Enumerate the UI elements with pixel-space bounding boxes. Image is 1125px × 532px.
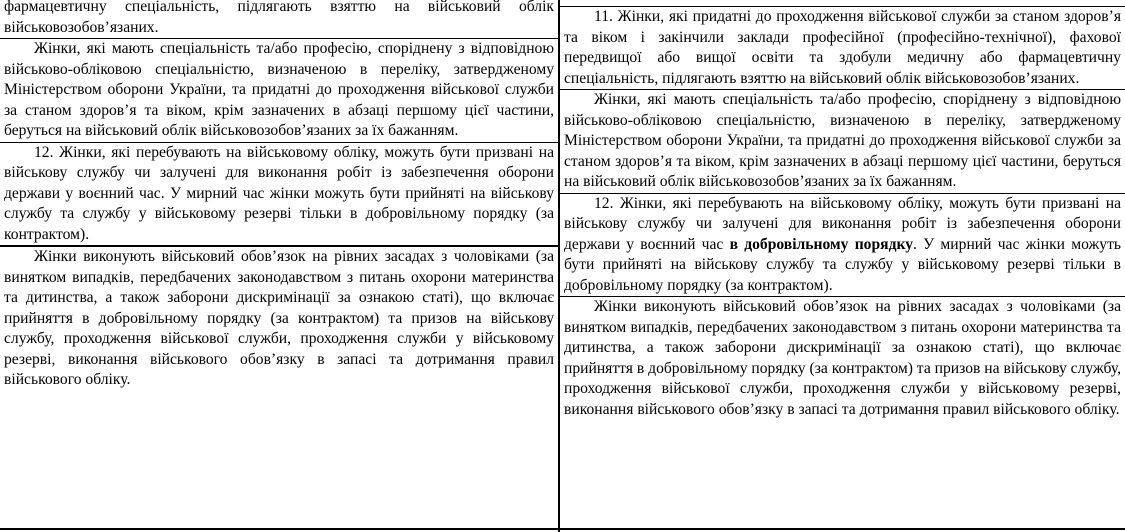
right-bottom-rule [560,528,1125,530]
right-paragraph-women-specialty: Жінки, які мають спеціальність та/або професію, споріднену з відповідною військово-обліковою спеціальністю, визначеною в переліку, затвердженому Міністерством оборони України, та придатні до проходження військової служби за станом здоров’я та віком, крім зазначених в абзаці першому цієї частини, беруться на військовий облік військовозобов’язаних за їх бажанням. [560,89,1125,193]
left-paragraph-women-specialty: Жінки, які мають спеціальність та/або професію, споріднену з відповідною військово-обліковою спеціальністю, визначеною в переліку, затвердженому Міністерством оборони України, та придатні до проходження військової служби за станом здоров’я та віком, крім зазначених в абзаці першому цієї частини, беруться на військовий облік військовозобов’язаних за їх бажанням. [0,38,558,142]
right-paragraph-11: 11. Жінки, які придатні до проходження військової служби за станом здоров’я та віком і закінчили заклади професійної (професійно-технічної), фахової передвищої або вищої освіти та здобули медичну або фармацевтичну спеціальність, підлягають взяттю на військовий облік військовозобов’язаних. [560,6,1125,89]
left-column-current-text [0,0,560,532]
left-paragraph-12: 12. Жінки, які перебувають на військовому обліку, можуть бути призвані на військову службу чи залучені для виконання робіт із забезпечення оборони держави у воєнний час. У мирний час жінки можуть бути прийняті на військову службу та службу у військовому резерві тільки в добровільному порядку (за контрактом). [0,142,558,246]
left-paragraph-fragment: фармацевтичну спеціальність, підлягають взяттю на військовий облік військовозобов’язаних. [4,0,554,36]
right-paragraph-12-text-after: . У мирний час жінки можуть бути прийняті на військову службу та службу у військовому резерві тільки в добровільному порядку (за контрактом). [564,235,1121,294]
right-paragraph-12 [560,193,1125,297]
left-bottom-rule [0,528,558,530]
left-paragraph-military-duty: Жінки виконують військовий обов’язок на рівних засадах з чоловіками (за винятком випадків, передбачених законодавством з питань охорони материнства та дитинства, а також заборони дискримінації за ознакою статі), що включає прийняття в добровільному порядку (за контрактом) та призов на військову службу, проходження військової служби, проходження служби у військовому резерві, виконання військового обов’язку в запасі та дотримання правил військового обліку. [0,245,558,391]
right-paragraph-12-bold-insert: в добровільному порядку [729,235,914,253]
right-column-proposed-text [560,0,1125,532]
right-paragraph-12-text-before: 12. Жінки, які перебувають на військовому обліку, можуть бути призвані на військову службу чи залучені для виконання робіт із забезпечення оборони держави у воєнний час [564,194,1121,253]
right-paragraph-military-duty: Жінки виконують військовий обов’язок на рівних засадах з чоловіками (за винятком випадків, передбачених законодавством з питань охорони материнства та дитинства, а також заборони дискримінації за ознакою статі), що включає прийняття в добровільному порядку (за контрактом) та призов на військову службу, проходження військової служби, проходження служби у військовому резерві, виконання військового обов’язку в запасі та дотримання правил військового обліку. [560,296,1125,420]
